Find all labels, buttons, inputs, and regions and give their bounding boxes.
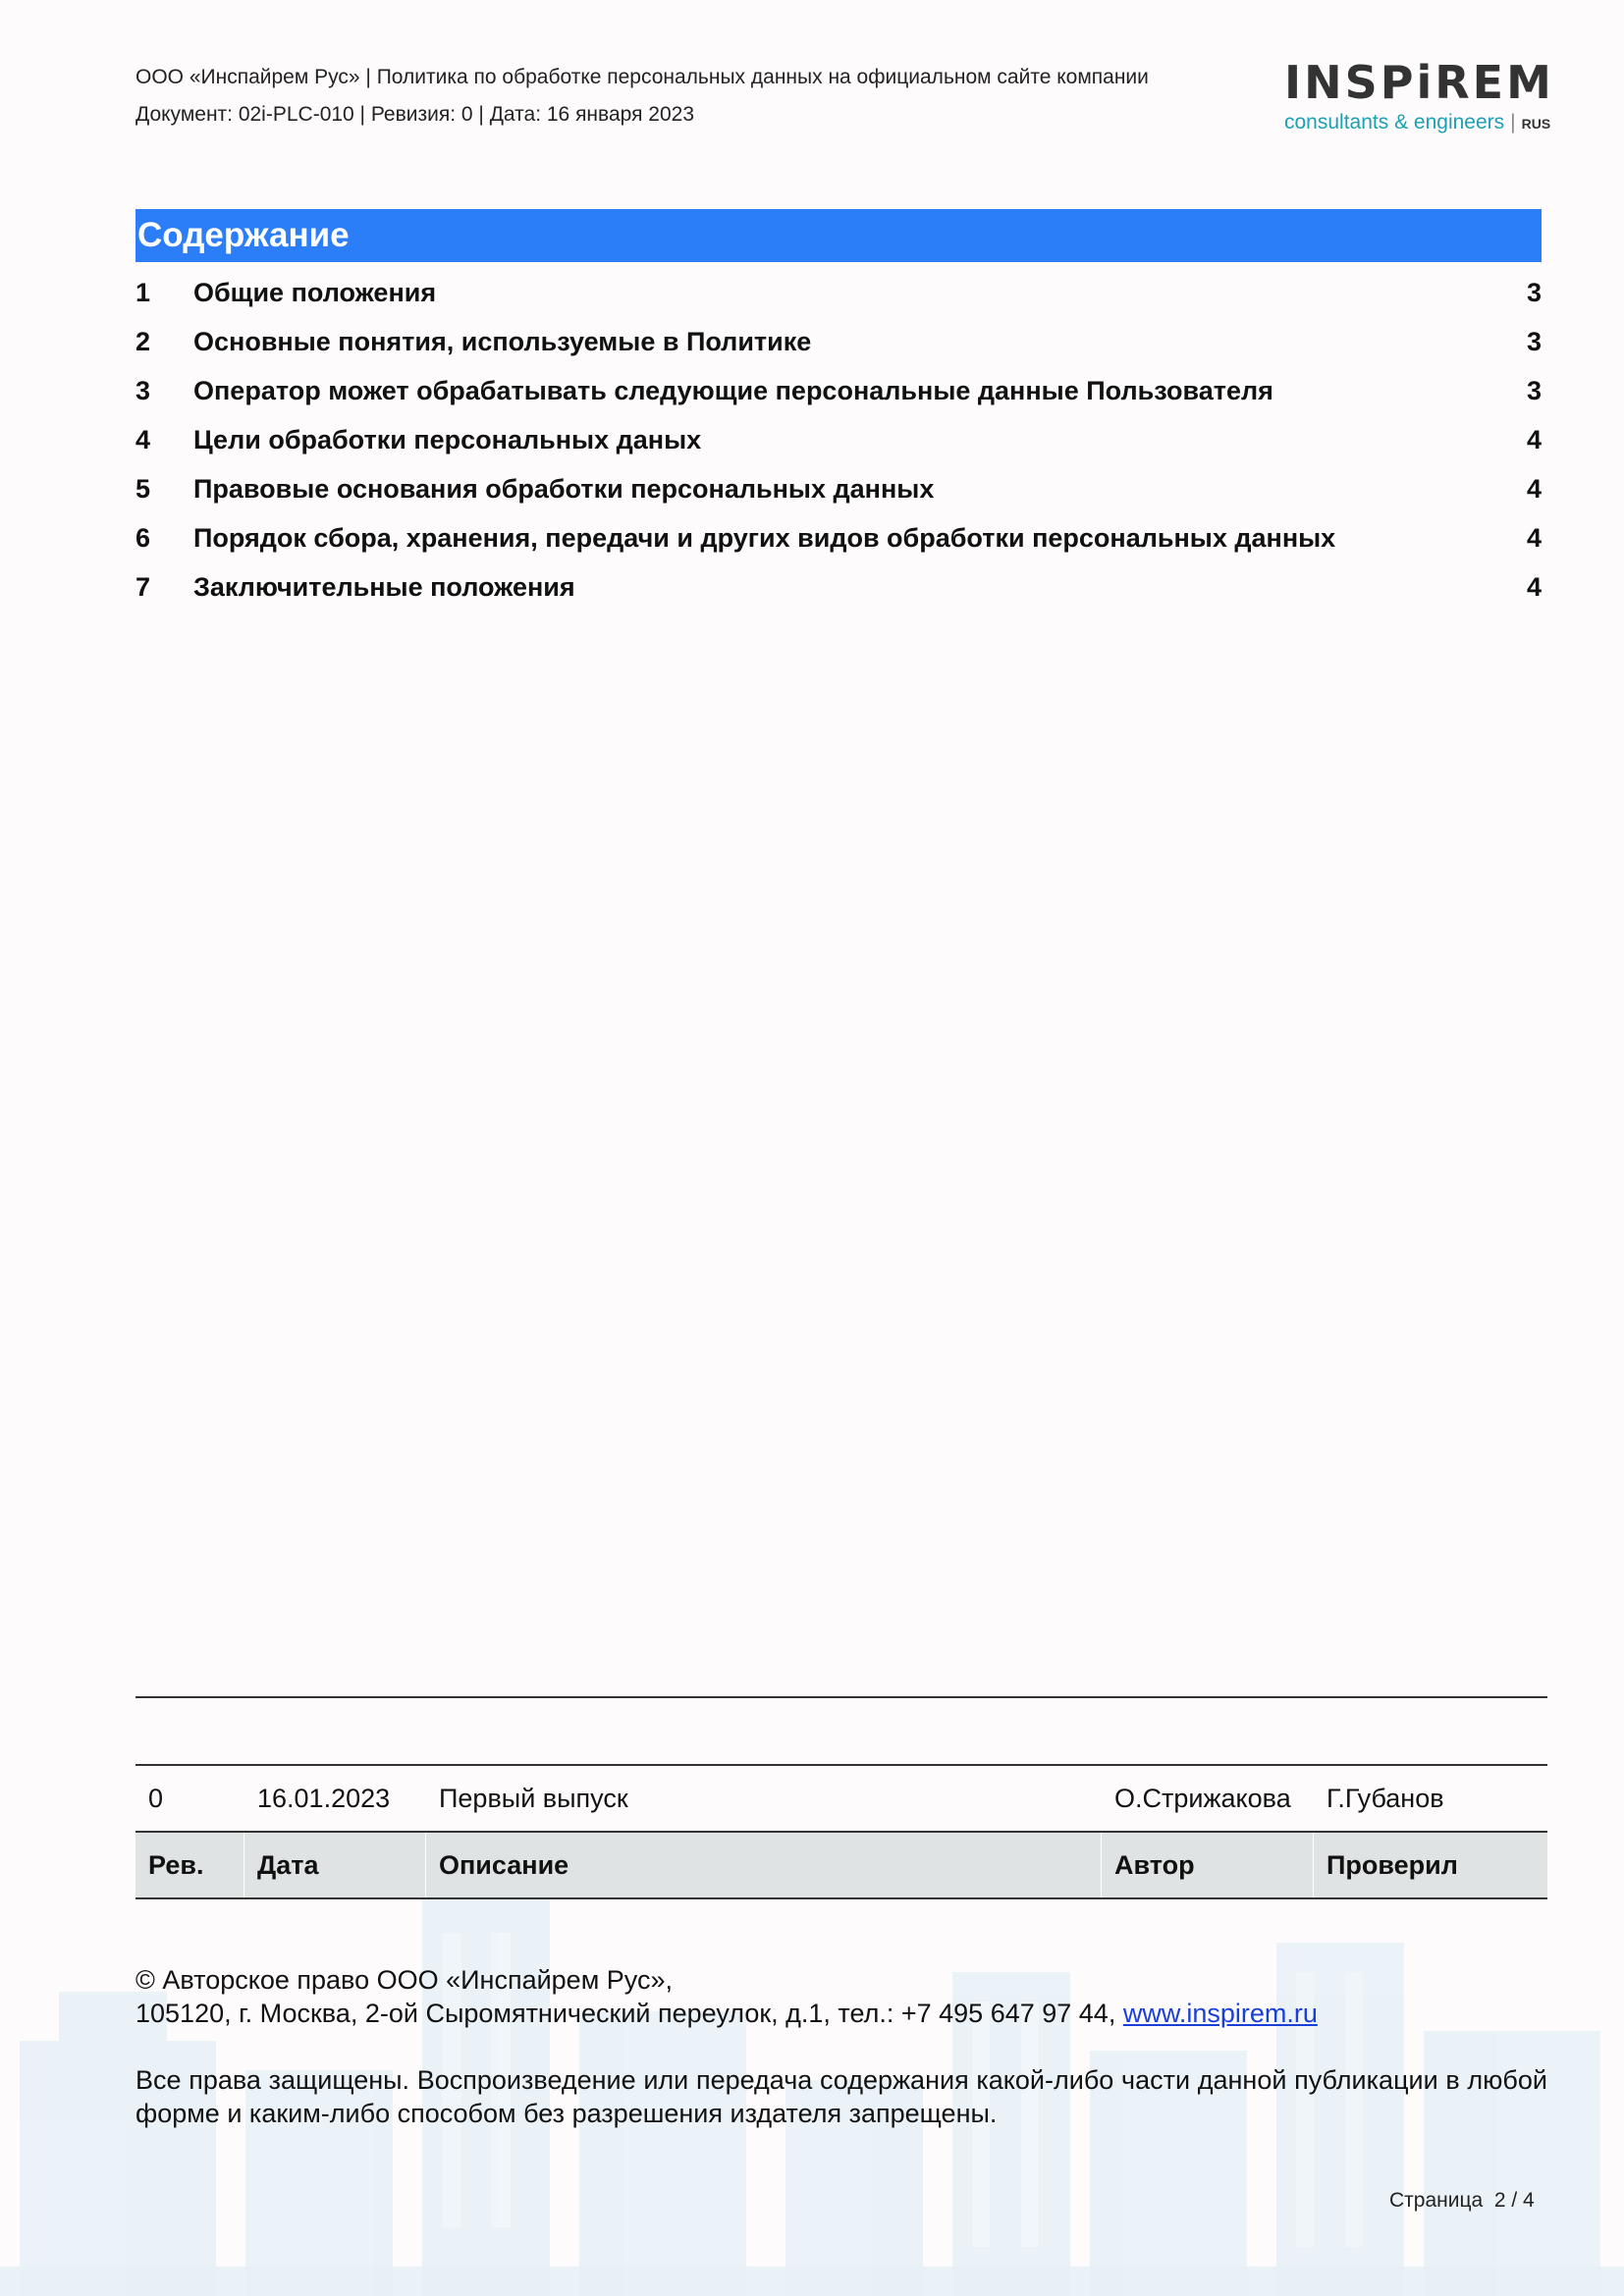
toc-item-number: 5: [135, 474, 151, 504]
toc-item-4[interactable]: [135, 418, 1542, 467]
header-author: Автор: [1114, 1850, 1195, 1880]
column-divider: [1313, 1833, 1314, 1897]
rev-cell: 0: [148, 1784, 164, 1813]
toc-item-2[interactable]: [135, 320, 1542, 369]
copyright-block: [135, 1963, 1547, 2030]
toc-item-page: 4: [1526, 523, 1542, 553]
column-divider: [1101, 1833, 1102, 1897]
date-cell: 16.01.2023: [257, 1784, 391, 1813]
toc-item-page: 4: [1526, 474, 1542, 504]
logo-tagline-text: consultants & engineers: [1284, 111, 1505, 133]
toc-item-3[interactable]: [135, 369, 1542, 418]
description-cell: Первый выпуск: [439, 1784, 628, 1813]
header-date: Дата: [257, 1850, 319, 1880]
page-label: Страница: [1389, 2189, 1484, 2212]
toc-item-number: 6: [135, 523, 151, 553]
header-description: Описание: [439, 1850, 569, 1880]
toc-item-page: 4: [1526, 425, 1542, 454]
toc-item-text: Оператор может обрабатывать следующие персональные данные Пользователя: [193, 376, 1273, 405]
toc-item-number: 2: [135, 327, 151, 356]
copyright-line: © Авторское право ООО «Инспайрем Рус»,: [135, 1965, 673, 1995]
logo-region: RUS: [1521, 116, 1551, 132]
toc-item-page: 3: [1526, 278, 1542, 307]
toc-item-text: Основные понятия, используемые в Политике: [193, 327, 812, 356]
address-text: 105120, г. Москва, 2-ой Сыромятнический переулок, д.1, тел.: +7 495 647 97 44,: [135, 1999, 1123, 2028]
toc-item-text: Общие положения: [193, 278, 437, 307]
author-cell: О.Стрижакова: [1114, 1784, 1291, 1813]
company-logo: [1284, 56, 1554, 135]
toc-item-text: Цели обработки персональных даных: [193, 425, 702, 454]
toc-item-page: 3: [1526, 327, 1542, 356]
header-checked: Проверил: [1326, 1850, 1458, 1880]
table-of-contents: [135, 271, 1542, 614]
toc-item-page: 4: [1526, 572, 1542, 602]
toc-item-number: 4: [135, 425, 151, 454]
toc-item-page: 3: [1526, 376, 1542, 405]
toc-item-text: Заключительные положения: [193, 572, 575, 602]
rights-notice: Все права защищены. Воспроизведение или передача содержания какой-либо части данной публикации в любой форме и каким-либо способом без разрешения издателя запрещены.: [135, 2065, 1547, 2128]
toc-item-7[interactable]: [135, 565, 1542, 614]
header-rev: Рев.: [148, 1850, 204, 1880]
logo-wordmark: INSPiREM: [1284, 56, 1554, 109]
header-title-line: ООО «Инспайрем Рус» | Политика по обработке персональных данных на официальном сайте компании: [135, 66, 1149, 88]
logo-tagline: [1284, 111, 1550, 135]
column-divider: [425, 1833, 426, 1897]
toc-item-number: 1: [135, 278, 151, 307]
checked-cell: Г.Губанов: [1326, 1784, 1444, 1813]
toc-item-1[interactable]: [135, 271, 1542, 320]
toc-item-text: Правовые основания обработки персональных данных: [193, 474, 935, 504]
revision-table: [135, 1696, 1547, 1899]
toc-item-number: 3: [135, 376, 151, 405]
table-bottom-rule: [135, 1897, 1547, 1899]
page-value: 2 / 4: [1493, 2189, 1535, 2212]
table-row: [135, 1766, 1547, 1831]
toc-item-text: Порядок сбора, хранения, передачи и других видов обработки персональных данных: [193, 523, 1336, 553]
address-line: [135, 1997, 1547, 2030]
logo-separator: |: [1510, 111, 1516, 133]
page-number: [1389, 2189, 1535, 2213]
empty-revision-row: [135, 1698, 1547, 1764]
table-header-row: [135, 1833, 1547, 1897]
website-link[interactable]: www.inspirem.ru: [1122, 1999, 1318, 2028]
toc-item-5[interactable]: [135, 467, 1542, 516]
toc-item-6[interactable]: [135, 516, 1542, 565]
header-document-info: Документ: 02i-PLC-010 | Ревизия: 0 | Дата: 16 января 2023: [135, 103, 694, 126]
toc-heading: Содержание: [135, 209, 1542, 262]
document-header: [135, 59, 1149, 133]
toc-item-number: 7: [135, 572, 151, 602]
